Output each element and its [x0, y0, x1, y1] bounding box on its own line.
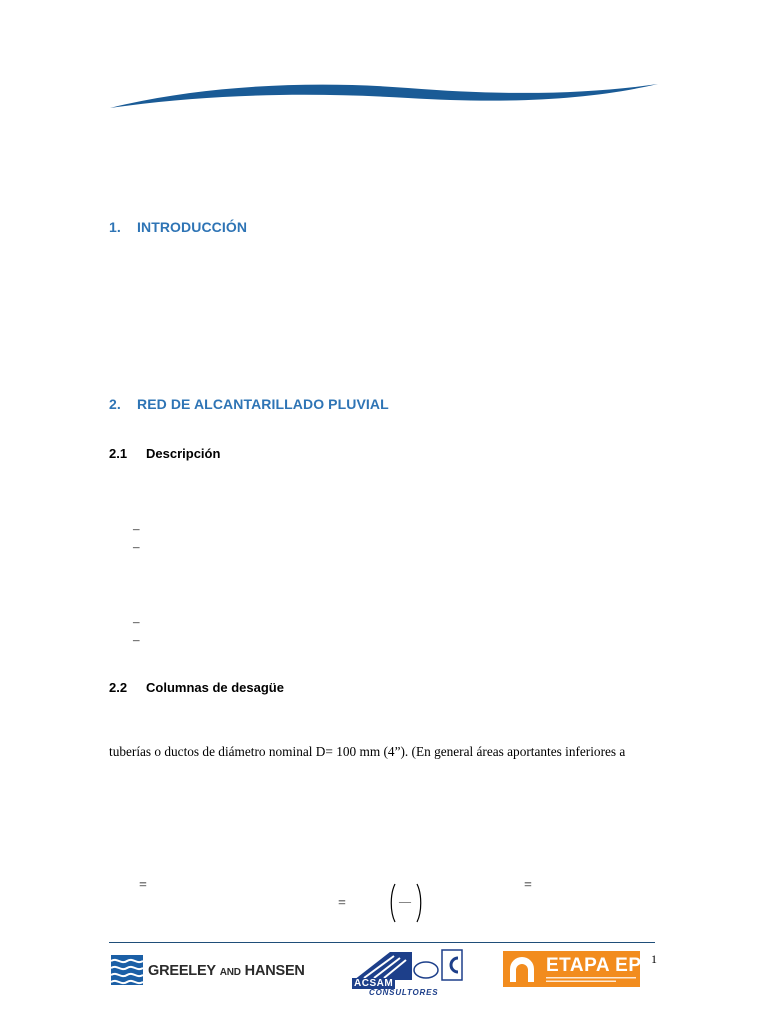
footer-rule	[109, 942, 655, 943]
subsection-number: 2.2	[109, 680, 128, 695]
acsam-logo-subtitle: CONSULTORES	[369, 988, 439, 997]
list-marker: –	[133, 539, 140, 554]
equation-equals-left: =	[139, 878, 147, 893]
list-marker: –	[133, 632, 140, 647]
subsection-number: 2.1	[109, 446, 128, 461]
section-heading-red-alcantarillado	[109, 396, 389, 412]
etapa-logo-name: ETAPA EP	[546, 955, 642, 976]
etapa-arch-logo-icon	[507, 955, 537, 983]
subsection-heading-columnas-desague	[109, 680, 284, 695]
equation-equals-right: =	[524, 878, 532, 893]
greeley-hansen-wave-logo-icon	[111, 955, 143, 985]
subsection-title: Descripción	[146, 446, 221, 461]
section-number: 2.	[109, 396, 121, 412]
acsam-logo-name: ACSAM	[354, 978, 394, 989]
section-heading-introduccion	[109, 219, 247, 235]
page-number: 1	[651, 952, 657, 966]
list-marker: –	[133, 521, 140, 536]
header-swoosh-decoration	[108, 78, 660, 112]
section-title: RED DE ALCANTARILLADO PLUVIAL	[137, 396, 389, 412]
etapa-logo-fine-print	[546, 976, 638, 983]
subsection-heading-descripcion	[109, 446, 220, 461]
list-marker: –	[133, 614, 140, 629]
subsection-title: Columnas de desagüe	[146, 680, 284, 695]
equation-equals-middle: =	[338, 896, 346, 911]
section-title: INTRODUCCIÓN	[137, 219, 248, 235]
body-paragraph: tuberías o ductos de diámetro nominal D= 100 mm (4”). (En general áreas aportantes inferiores a	[109, 744, 626, 759]
section-number: 1.	[109, 219, 121, 235]
equation-fraction-bar: —	[399, 894, 411, 908]
greeley-hansen-logo-text: GREELEY AND HANSEN	[148, 963, 305, 979]
